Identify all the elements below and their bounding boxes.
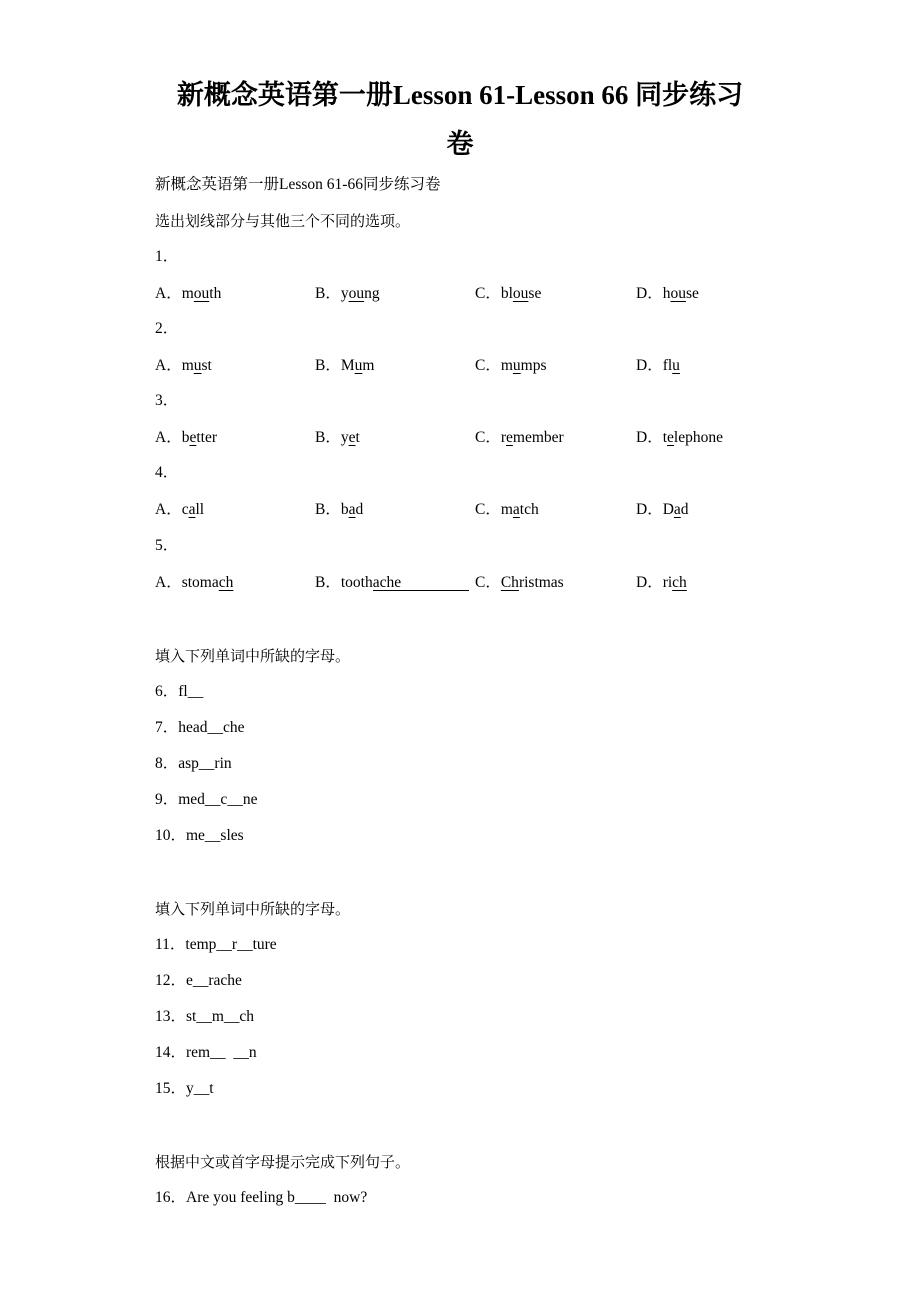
- option-word-start: b: [340, 501, 349, 518]
- option-label: A．: [155, 285, 182, 302]
- option-word-end: ll: [195, 501, 205, 518]
- option-word-end: mps: [520, 357, 547, 374]
- option-word-start: m: [500, 357, 513, 374]
- underlined-letters: u: [193, 357, 202, 374]
- option-label: B．: [315, 429, 341, 446]
- underlined-letters: ou: [193, 285, 210, 302]
- underlined-letters: u: [512, 357, 521, 374]
- option-word-start: h: [662, 285, 671, 302]
- option-word-start: stoma: [181, 574, 219, 591]
- option-c: [475, 284, 541, 304]
- option-label: C．: [475, 285, 501, 302]
- option-label: A．: [155, 429, 182, 446]
- underlined-letters: a: [673, 501, 681, 518]
- option-label: B．: [315, 501, 341, 518]
- subtitle: 新概念英语第一册Lesson 61-66同步练习卷: [155, 176, 441, 193]
- option-label: C．: [475, 429, 501, 446]
- fill-item: 15．y__t: [155, 1080, 214, 1097]
- section-instruction: 填入下列单词中所缺的字母。: [155, 647, 351, 665]
- option-label: C．: [475, 357, 501, 374]
- underlined-letters: ou: [348, 285, 365, 302]
- option-b: [315, 284, 380, 304]
- option-word-start: fl: [662, 357, 673, 374]
- option-d: [636, 573, 687, 593]
- fill-item: 13．st__m__ch: [155, 1008, 255, 1025]
- underlined-letters: a: [512, 501, 520, 518]
- underlined-letters: u: [672, 357, 680, 374]
- underlined-letters: u: [354, 357, 363, 374]
- underlined-letters: ch: [379, 574, 395, 591]
- fill-item: 14．rem__ __n: [155, 1044, 257, 1061]
- option-word-start: m: [500, 501, 513, 518]
- option-label: C．: [475, 501, 501, 518]
- section-instruction: 选出划线部分与其他三个不同的选项。: [155, 212, 411, 230]
- question-number: 5．: [155, 537, 179, 554]
- option-label: A．: [155, 357, 182, 374]
- option-label: B．: [315, 574, 341, 591]
- option-a: [155, 428, 217, 448]
- option-label: A．: [155, 501, 182, 518]
- underlined-letters: e: [189, 429, 197, 446]
- option-label: C．: [475, 574, 501, 591]
- option-word-end: e: [394, 574, 402, 591]
- option-word-start: m: [181, 357, 194, 374]
- option-word-end: tch: [519, 501, 539, 518]
- option-label: D．: [636, 285, 663, 302]
- option-c: [475, 573, 564, 593]
- option-word-start: bl: [500, 285, 513, 302]
- option-c: [475, 500, 539, 520]
- option-d: [636, 500, 689, 520]
- option-label: B．: [315, 357, 341, 374]
- question-number: 3．: [155, 392, 179, 409]
- section-instruction: 根据中文或首字母提示完成下列句子。: [155, 1153, 411, 1171]
- underlined-letters: Ch: [500, 574, 519, 591]
- option-label: B．: [315, 285, 341, 302]
- option-word-end: m: [362, 357, 375, 374]
- underlined-letters: ch: [218, 574, 234, 591]
- option-c: [475, 428, 564, 448]
- option-d: [636, 284, 699, 304]
- underlined-letters: e: [667, 429, 674, 446]
- underlined-letters: e: [506, 429, 513, 446]
- option-a: [155, 284, 221, 304]
- option-word-start: y: [340, 429, 349, 446]
- option-label: A．: [155, 574, 182, 591]
- option-word-start: b: [181, 429, 190, 446]
- option-word-start: M: [340, 357, 355, 374]
- option-label: D．: [636, 574, 663, 591]
- option-word-end: lephone: [673, 429, 723, 446]
- option-word-end: se: [528, 285, 542, 302]
- option-c: [475, 356, 547, 376]
- page-title-continued: 卷: [446, 129, 474, 159]
- option-a: [155, 573, 233, 593]
- option-word-start: r: [500, 429, 507, 446]
- option-word-start: y: [340, 285, 349, 302]
- option-a: [155, 356, 212, 376]
- option-b: [315, 428, 360, 448]
- option-word-start: t: [662, 429, 668, 446]
- option-word-end: ristmas: [518, 574, 564, 591]
- option-a: [155, 500, 204, 520]
- question-number: 1．: [155, 248, 179, 265]
- page-title: 新概念英语第一册Lesson 61-Lesson 66 同步练习: [176, 80, 744, 110]
- fill-item: 9．med__c__ne: [155, 791, 258, 808]
- option-d: [636, 356, 680, 376]
- option-word-start: m: [181, 285, 194, 302]
- option-word-end: d: [680, 501, 689, 518]
- fill-item: 8．asp__rin: [155, 755, 232, 772]
- section-instruction: 填入下列单词中所缺的字母。: [155, 900, 351, 918]
- option-word-end: ng: [364, 285, 380, 302]
- fill-item: 12．e__rache: [155, 972, 242, 989]
- option-word-start: D: [662, 501, 674, 518]
- option-label: D．: [636, 357, 663, 374]
- question-number: 4．: [155, 464, 179, 481]
- option-word-end: member: [512, 429, 564, 446]
- option-word-start: tootha: [340, 574, 380, 591]
- option-b: [315, 356, 374, 376]
- option-word-end: st: [201, 357, 212, 374]
- underlined-letters: a: [188, 501, 196, 518]
- option-b: [315, 500, 363, 520]
- question-number: 2．: [155, 320, 179, 337]
- option-label: D．: [636, 501, 663, 518]
- option-word-start: c: [181, 501, 189, 518]
- sentence-item: 16．Are you feeling b____ now?: [155, 1189, 368, 1206]
- underlined-letters: e: [348, 429, 356, 446]
- option-word-end: d: [355, 501, 364, 518]
- option-b: [315, 573, 401, 593]
- underlined-letters: ou: [670, 285, 686, 302]
- fill-item: 6．fl__: [155, 683, 204, 700]
- fill-item: 10．me__sles: [155, 827, 244, 844]
- option-word-start: ri: [662, 574, 673, 591]
- fill-item: 11．temp__r__ture: [155, 936, 277, 953]
- option-word-end: th: [209, 285, 222, 302]
- underlined-letters: ou: [512, 285, 529, 302]
- option-word-end: se: [685, 285, 699, 302]
- underlined-letters: a: [348, 501, 356, 518]
- option-d: [636, 428, 723, 448]
- fill-item: 7．head__che: [155, 719, 245, 736]
- underlined-letters: ch: [672, 574, 687, 591]
- option-word-end: tter: [196, 429, 217, 446]
- option-label: D．: [636, 429, 663, 446]
- option-word-end: t: [355, 429, 360, 446]
